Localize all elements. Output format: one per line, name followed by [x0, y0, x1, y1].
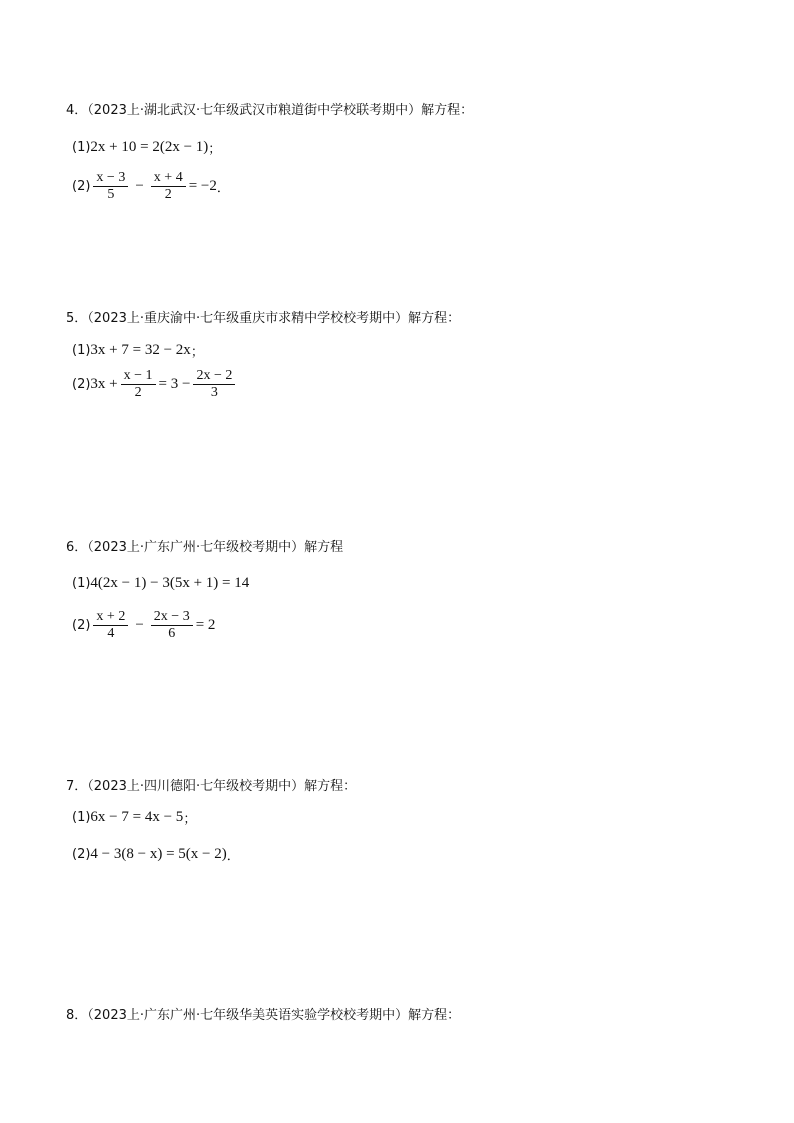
part-label: (1): [72, 140, 91, 155]
operator: −: [135, 617, 144, 633]
numerator: 2x − 2: [193, 368, 235, 385]
question-5-title: 5．（2023上·重庆渝中·七年级重庆市求精中学校校考期中）解方程：: [66, 311, 461, 326]
fraction: [151, 170, 186, 203]
right-hand-side: = 2: [195, 617, 216, 633]
question-4-part-1: [72, 138, 221, 157]
denominator: 3: [210, 385, 218, 400]
operator: −: [135, 178, 144, 194]
question-7-part-1: [72, 808, 196, 827]
punctuation: ；: [190, 345, 204, 360]
part-label: (2): [72, 377, 91, 392]
left-term: 3x +: [90, 376, 118, 392]
numerator: x + 2: [93, 609, 128, 626]
denominator: 4: [107, 626, 115, 641]
fraction: [193, 368, 235, 401]
fraction: [93, 609, 128, 642]
fraction: [151, 609, 193, 642]
equation: 2x + 10 = 2(2x − 1): [90, 139, 209, 155]
right-hand-side: = −2: [188, 178, 217, 194]
question-4-title: 4．（2023上·湖北武汉·七年级武汉市粮道街中学校联考期中）解方程：: [66, 103, 474, 118]
equation: 6x − 7 = 4x − 5: [90, 809, 184, 825]
punctuation: ；: [183, 812, 197, 827]
part-label: (1): [72, 576, 91, 591]
question-5-part-1: [72, 341, 204, 360]
question-6-title: 6．（2023上·广东广州·七年级校考期中）解方程: [66, 540, 344, 555]
part-label: (2): [72, 847, 91, 862]
denominator: 5: [107, 187, 115, 202]
question-4-part-2: [72, 170, 230, 203]
fraction: [93, 170, 128, 203]
denominator: 2: [164, 187, 172, 202]
denominator: 2: [134, 385, 142, 400]
numerator: x + 4: [151, 170, 186, 187]
question-5-part-2: [72, 368, 238, 401]
part-label: (1): [72, 810, 91, 825]
punctuation: ．: [216, 181, 230, 196]
equation: 3x + 7 = 32 − 2x: [90, 342, 191, 358]
equation: 4(2x − 1) − 3(5x + 1) = 14: [90, 575, 250, 591]
numerator: x − 3: [93, 170, 128, 187]
middle-term: = 3 −: [158, 376, 191, 392]
part-label: (2): [72, 618, 91, 633]
question-6-part-1: [72, 575, 249, 592]
question-6-part-2: [72, 609, 215, 642]
question-7-title: 7．（2023上·四川德阳·七年级校考期中）解方程：: [66, 779, 357, 794]
equation: 4 − 3(8 − x) = 5(x − 2): [90, 846, 227, 862]
numerator: x − 1: [121, 368, 156, 385]
punctuation: ；: [208, 142, 222, 157]
numerator: 2x − 3: [151, 609, 193, 626]
part-label: (2): [72, 179, 91, 194]
denominator: 6: [168, 626, 176, 641]
fraction: [121, 368, 156, 401]
part-label: (1): [72, 343, 91, 358]
question-7-part-2: [72, 845, 240, 864]
punctuation: ．: [226, 849, 240, 864]
question-8-title: 8．（2023上·广东广州·七年级华美英语实验学校校考期中）解方程：: [66, 1008, 461, 1023]
